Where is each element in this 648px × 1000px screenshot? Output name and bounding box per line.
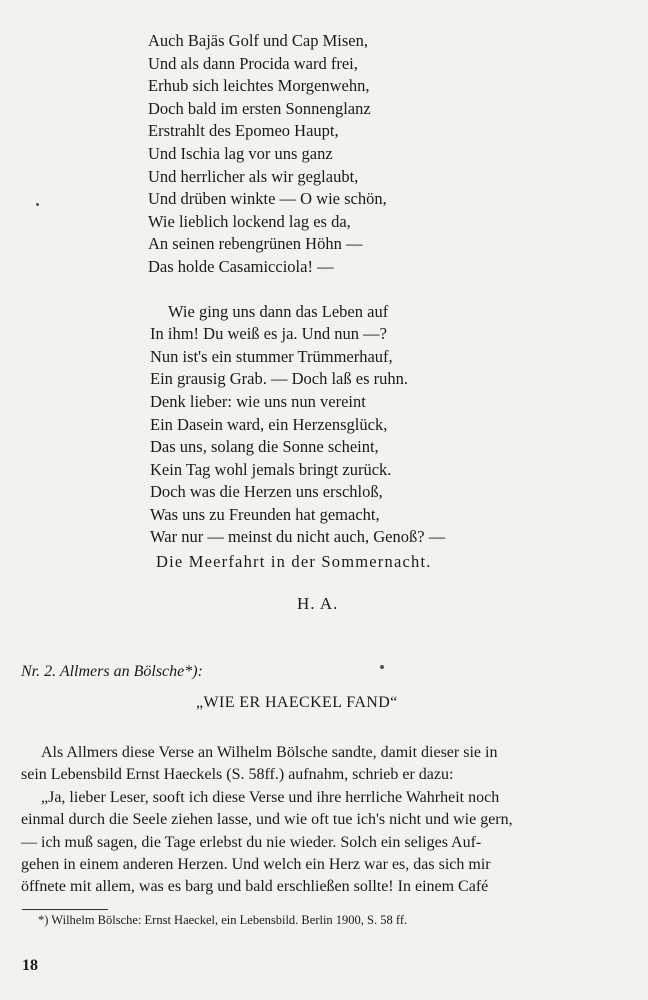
- poem-line: Wie ging uns dann das Leben auf: [168, 301, 389, 321]
- body-line: — ich muß sagen, die Tage erlebst du nie wieder. Solch ein seliges Auf-: [21, 833, 482, 851]
- body-line: sein Lebensbild Ernst Haeckels (S. 58ff.) aufnahm, schrieb er dazu:: [21, 766, 454, 784]
- poem-line: Erstrahlt des Epomeo Haupt,: [148, 121, 339, 141]
- poem-line: Ein Dasein ward, ein Herzensglück,: [150, 414, 388, 434]
- poem-line: Erhub sich leichtes Morgenwehn,: [148, 76, 370, 96]
- poem-line: Denk lieber: wie uns nun vereint: [150, 391, 366, 411]
- poem-line: An seinen rebengrünen Höhn —: [148, 234, 363, 254]
- poem-closing-line: Die Meerfahrt in der Sommernacht.: [156, 552, 432, 571]
- poem-line: Doch was die Herzen uns erschloß,: [150, 482, 383, 502]
- poem-line: War nur — meinst du nicht auch, Genoß? —: [150, 527, 446, 547]
- poem-line: Das holde Casamicciola! —: [148, 256, 334, 276]
- poem-line: Und als dann Procida ward frei,: [148, 53, 358, 73]
- poem-line: Kein Tag wohl jemals bringt zurück.: [150, 459, 392, 479]
- poem-line: Und drüben winkte — O wie schön,: [148, 189, 387, 209]
- poem-line: In ihm! Du weiß es ja. Und nun —?: [150, 324, 387, 344]
- body-line: einmal durch die Seele ziehen lasse, und wie oft tue ich's nicht und wie gern,: [21, 811, 513, 829]
- poem-line: Nun ist's ein stummer Trümmerhauf,: [150, 346, 393, 366]
- body-line: gehen in einem anderen Herzen. Und welch ein Herz war es, das sich mir: [21, 856, 491, 874]
- poem-signature: H. A.: [297, 594, 339, 613]
- poem-line: Auch Bajäs Golf und Cap Misen,: [148, 31, 368, 50]
- poem-line: Was uns zu Freunden hat gemacht,: [150, 504, 380, 524]
- footnote: *) Wilhelm Bölsche: Ernst Haeckel, ein Lebensbild. Berlin 1900, S. 58 ff.: [38, 913, 408, 927]
- poem-line: Wie lieblich lockend lag es da,: [148, 211, 351, 231]
- poem-line: Und Ischia lag vor uns ganz: [148, 143, 333, 163]
- body-line: Als Allmers diese Verse an Wilhelm Bölsche sandte, damit dieser sie in: [41, 744, 498, 761]
- poem: [148, 30, 568, 549]
- poem-line: Doch bald im ersten Sonnenglanz: [148, 98, 371, 118]
- body-paragraph: [21, 742, 631, 899]
- stanza-break: [148, 279, 568, 301]
- body-line: öffnete mit allem, was es barg und bald erschließen sollte! In einem Café: [21, 878, 489, 896]
- page-number: 18: [22, 957, 38, 974]
- section-heading: „WIE ER HAECKEL FAND“: [196, 694, 398, 711]
- footnote-divider: [22, 909, 108, 910]
- scan-speck: [380, 665, 384, 669]
- poem-line: Das uns, solang die Sonne scheint,: [150, 437, 379, 457]
- poem-line: Ein grausig Grab. — Doch laß es ruhn.: [150, 369, 408, 389]
- body-line: „Ja, lieber Leser, sooft ich diese Verse und ihre herrliche Wahrheit noch: [41, 788, 500, 806]
- section-label: Nr. 2. Allmers an Bölsche*):: [21, 663, 203, 680]
- poem-line: Und herrlicher als wir geglaubt,: [148, 166, 359, 186]
- scan-speck: [36, 203, 39, 206]
